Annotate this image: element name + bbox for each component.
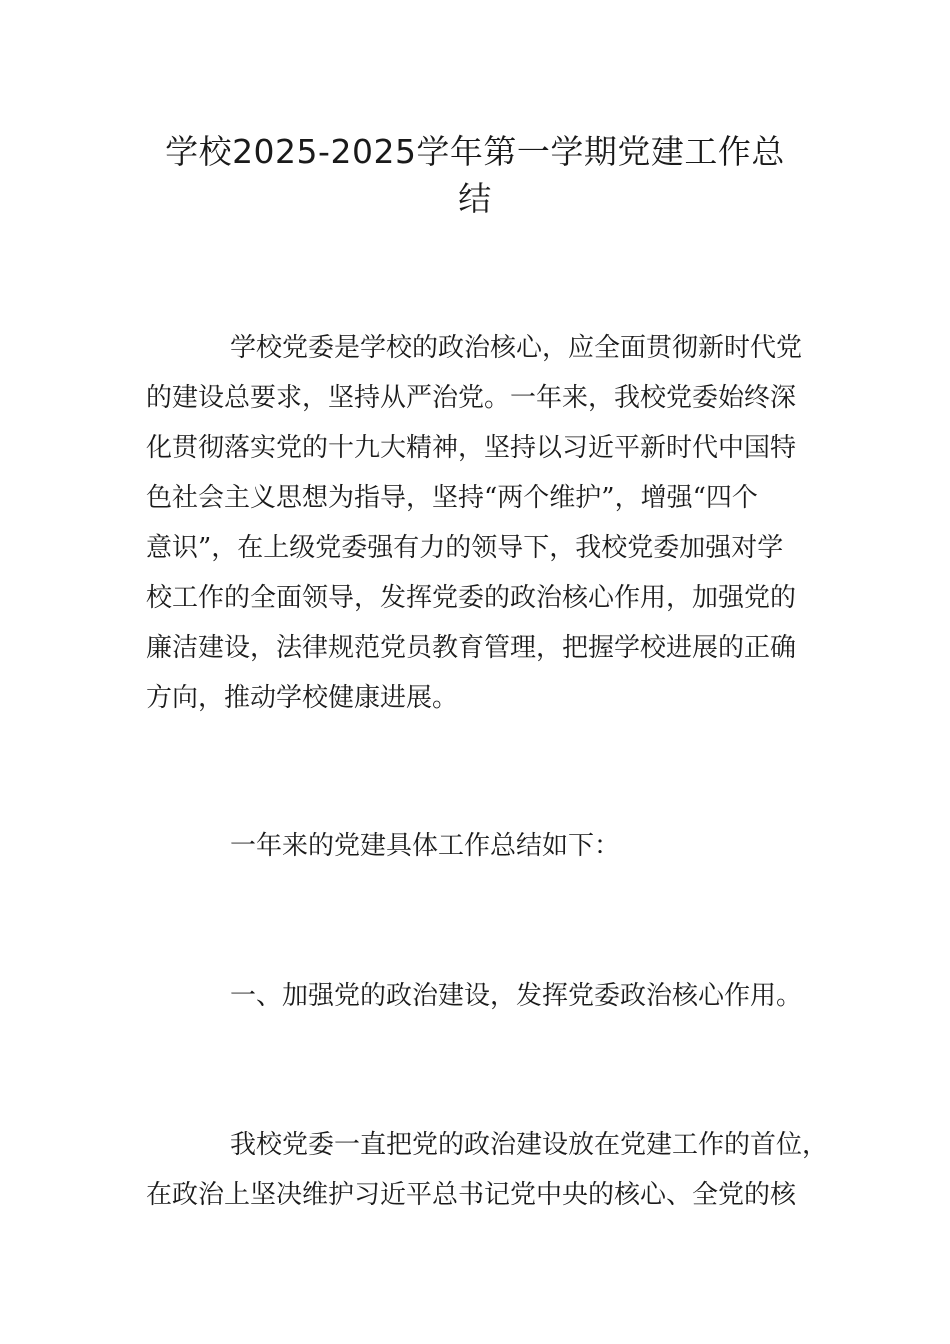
paragraph-line: 化贯彻落实党的十九大精神，坚持以习近平新时代中国特 <box>146 433 797 463</box>
paragraph-line: 我校党委一直把党的政治建设放在党建工作的首位， <box>230 1130 829 1160</box>
paragraph-line: 学校党委是学校的政治核心，应全面贯彻新时代党 <box>230 333 803 363</box>
paragraph-line: 色社会主义思想为指导，坚持“两个维护”，增强“四个 <box>146 483 758 513</box>
paragraph-line: 一年来的党建具体工作总结如下： <box>230 831 621 861</box>
body-paragraph <box>146 1120 829 1220</box>
paragraph-line: 的建设总要求，坚持从严治党。一年来，我校党委始终深 <box>146 383 797 413</box>
document-title <box>120 128 830 222</box>
section-heading <box>146 971 811 1021</box>
paragraph-line: 校工作的全面领导，发挥党委的政治核心作用，加强党的 <box>146 583 797 613</box>
title-line: 学校2025-2025学年第一学期党建工作总 <box>165 132 785 171</box>
heading-line: 一、加强党的政治建设，发挥党委政治核心作用。 <box>230 981 803 1011</box>
paragraph-line: 在政治上坚决维护习近平总书记党中央的核心、全党的核 <box>146 1180 797 1210</box>
summary-intro-paragraph <box>146 821 811 871</box>
title-line: 结 <box>458 179 492 218</box>
paragraph-line: 意识”，在上级党委强有力的领导下，我校党委加强对学 <box>146 533 784 563</box>
intro-paragraph <box>146 323 811 723</box>
paragraph-line: 方向，推动学校健康进展。 <box>146 683 459 713</box>
paragraph-line: 廉洁建设，法律规范党员教育管理，把握学校进展的正确 <box>146 633 797 663</box>
